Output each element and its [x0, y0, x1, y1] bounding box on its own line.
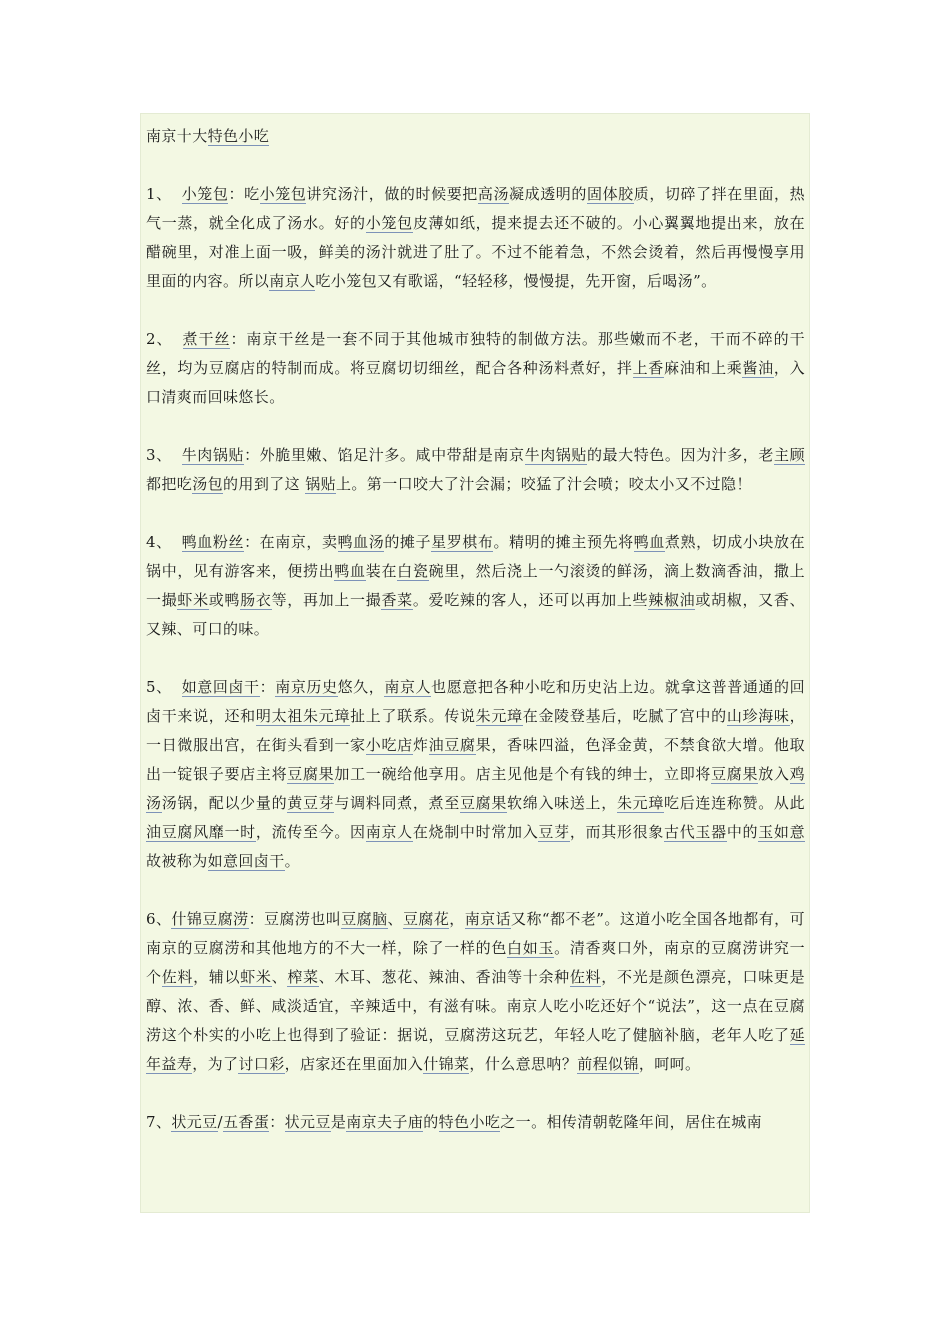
item-number: 7、: [146, 1113, 172, 1131]
keyword-link[interactable]: 牛肉锅贴: [181, 446, 245, 464]
body-text: ，什么意思呐？: [469, 1055, 578, 1073]
item-number: 2、: [146, 330, 173, 348]
body-text: 的用到了这: [223, 475, 306, 493]
item-number: 6、: [146, 910, 172, 928]
keyword-link[interactable]: 佐料: [569, 968, 602, 986]
document-page: [140, 113, 810, 1213]
keyword-link[interactable]: 状元豆: [171, 1113, 218, 1131]
keyword-link[interactable]: 鸭血: [334, 562, 366, 580]
keyword-link[interactable]: 朱元璋: [616, 794, 665, 812]
body-text: 又称“都不老”。这道小吃全国各地都有，可南京的豆腐涝和其他地方的不大一样，除了一样的色: [146, 910, 806, 957]
keyword-link[interactable]: 讨口彩: [238, 1055, 285, 1073]
keyword-link[interactable]: 鸭血粉丝: [181, 533, 245, 551]
snack-item: [146, 441, 805, 499]
keyword-link[interactable]: 虾米: [177, 591, 209, 609]
snack-item: [146, 1108, 805, 1137]
keyword-link[interactable]: 豆腐果: [711, 765, 759, 783]
title-link[interactable]: 特色小吃: [207, 127, 270, 145]
keyword-link[interactable]: 朱元璋: [475, 707, 523, 725]
snack-item: [146, 905, 805, 1079]
body-text: 、木耳、葱花、辣油、香油等十余种: [318, 968, 570, 986]
body-text: ，辅以: [193, 968, 241, 986]
keyword-link[interactable]: 豆腐脑: [341, 910, 388, 928]
keyword-link[interactable]: 黄豆芽: [287, 794, 335, 812]
keyword-link[interactable]: 固体胶: [586, 185, 634, 203]
keyword-link[interactable]: 南京话: [464, 910, 512, 928]
body-text: 凝成透明的: [509, 185, 587, 203]
body-text: 炸: [412, 736, 429, 754]
keyword-link[interactable]: 南京人: [384, 678, 432, 696]
body-text: 与调料同煮，煮至: [334, 794, 460, 812]
keyword-link[interactable]: 榨菜: [287, 968, 319, 986]
keyword-link[interactable]: 山珍海味: [726, 707, 790, 725]
body-text: 碗里，然后浇上一勺滚烫的鲜汤，滴上数滴香油，撒上一撮: [146, 562, 805, 609]
keyword-link[interactable]: 小笼包: [365, 214, 413, 232]
body-text: 或鸭: [208, 591, 241, 609]
snack-item: [146, 325, 805, 412]
item-number: 3、: [146, 446, 172, 464]
item-number: 4、: [146, 533, 172, 551]
body-text: 扯上了联系。传说: [350, 707, 476, 725]
body-text: 、: [387, 910, 403, 928]
body-text: 故被称为: [146, 852, 208, 870]
keyword-link[interactable]: 牛肉锅贴: [524, 446, 587, 464]
keyword-link[interactable]: 白瓷: [397, 562, 429, 580]
body-text: 之一。相传清朝乾隆年间，居住在城南: [500, 1113, 763, 1131]
keyword-link[interactable]: 酱油: [742, 359, 774, 377]
body-text: 汤锅，配以少量的: [161, 794, 288, 812]
body-text: 、: [271, 968, 288, 986]
keyword-link[interactable]: 如意回卤干: [207, 852, 285, 870]
body-text: 是: [330, 1113, 347, 1131]
body-text: 也愿意把各种小吃和历史沾上边。就拿这普普通通的回卤干来说，还和: [146, 678, 805, 725]
keyword-link[interactable]: 什锦菜: [423, 1055, 470, 1073]
body-text: 的摊子: [384, 533, 432, 551]
keyword-link[interactable]: 豆芽: [538, 823, 570, 841]
body-text: 吃小笼包又有歌谣，“轻轻移，慢慢提，先开窗，后喝汤”。: [315, 272, 717, 290]
keyword-link[interactable]: 什锦豆腐涝: [171, 910, 249, 928]
body-text: /: [217, 1113, 224, 1131]
body-text: ，不光是颜色漂亮，口味更是醇、浓、香、鲜、咸淡适宜，辛辣适中，有滋有味。南京人吃小吃还好个“说法”，这一点在豆腐涝这个朴实的小吃上也得到了验证：据说，豆腐涝这玩艺，年轻人吃了健脑补脑，老年人吃了: [146, 968, 806, 1044]
keyword-link[interactable]: 古代玉器: [664, 823, 727, 841]
keyword-link[interactable]: 辣椒油: [648, 591, 696, 609]
keyword-link[interactable]: 延年益寿: [146, 1026, 805, 1073]
keyword-link[interactable]: 特色小吃: [438, 1113, 501, 1131]
keyword-link[interactable]: 煮干丝: [182, 330, 231, 348]
body-text: ：吃: [228, 185, 260, 203]
body-text: 放入: [758, 765, 790, 783]
keyword-link[interactable]: 豆腐花: [402, 910, 450, 928]
body-text: 在金陵登基后，吃腻了宫中的: [522, 707, 727, 725]
keyword-link[interactable]: 高汤: [477, 185, 510, 203]
body-text: 皮薄如纸，提来提去还不破的。小心翼翼地提出来，放在醋碗里，对准上面一吸，鲜美的汤汁就进了肚了。不过不能着急，不然会烫着，然后再慢慢享用里面的内容。所以: [146, 214, 805, 290]
body-text: 都把吃: [146, 475, 193, 493]
body-text: ，流传至今。因: [255, 823, 366, 841]
item-number: 1、: [146, 185, 172, 203]
keyword-link[interactable]: 锅贴: [305, 475, 336, 493]
body-text: ，而其形很象: [569, 823, 665, 841]
body-text: ，为了: [192, 1055, 239, 1073]
body-text: 加工一碗给他享用。店主见他是个有钱的绅士，立即将: [334, 765, 712, 783]
body-text: 中的: [726, 823, 759, 841]
keyword-link[interactable]: 玉如意: [758, 823, 806, 841]
keyword-link[interactable]: 鸡汤: [146, 765, 805, 812]
body-text: ：豆腐涝也叫: [248, 910, 342, 928]
keyword-link[interactable]: 南京人: [365, 823, 413, 841]
keyword-link[interactable]: 虾米: [240, 968, 272, 986]
body-text: 上。第一口咬大了汁会漏；咬猛了汁会喷；咬太小又不过隐！: [336, 475, 752, 493]
keyword-link[interactable]: 小吃店: [365, 736, 413, 754]
document-title: [146, 122, 805, 151]
body-text: 吃后连连称赞。从此: [664, 794, 806, 812]
keyword-link[interactable]: 鸭血: [633, 533, 665, 551]
keyword-link[interactable]: 鸭血汤: [337, 533, 385, 551]
body-text: 软绵入味送上，: [507, 794, 617, 812]
body-text: ：外脆里嫩、馅足汁多。咸中带甜是南京: [244, 446, 525, 464]
keyword-link[interactable]: 豆腐果: [287, 765, 335, 783]
body-text: ：: [269, 1113, 285, 1131]
body-text: ：在南京，卖: [244, 533, 338, 551]
body-text: 等，再加上一撮: [271, 591, 382, 609]
snack-item: [146, 180, 805, 296]
body-text: 在烧制中时常加入: [412, 823, 539, 841]
keyword-link[interactable]: 星罗棋布: [431, 533, 494, 551]
keyword-link[interactable]: 状元豆: [284, 1113, 331, 1131]
keyword-link[interactable]: 上香: [632, 359, 664, 377]
keyword-link[interactable]: 南京历史: [275, 678, 338, 696]
title-text: 南京十大: [146, 127, 208, 145]
keyword-link[interactable]: 主顾: [773, 446, 805, 464]
keyword-link[interactable]: 汤包: [192, 475, 224, 493]
body-text: ，呵呵。: [638, 1055, 701, 1073]
snack-item: [146, 528, 805, 644]
keyword-link[interactable]: 朱元璋: [302, 707, 351, 725]
body-text: 质，切碎了拌在里面，热气一蒸，就全化成了汤水。好的: [146, 185, 806, 232]
keyword-link[interactable]: 油豆腐: [428, 736, 476, 754]
keyword-link[interactable]: 小笼包: [181, 185, 229, 203]
keyword-link[interactable]: 小笼包: [259, 185, 307, 203]
body-text: 果，香味四溢，色泽金黄，不禁食欲大增。他取出一锭银子要店主将: [146, 736, 805, 783]
keyword-link[interactable]: 油豆腐风靡一时: [146, 823, 256, 841]
keyword-link[interactable]: 南京人: [269, 272, 316, 290]
body-text: ，入口清爽而回味悠长。: [146, 359, 805, 406]
keyword-link[interactable]: 豆腐果: [459, 794, 508, 812]
body-text: 装在: [365, 562, 398, 580]
body-text: 讲究汤汁，做的时候要把: [306, 185, 478, 203]
body-text: 。清香爽口外，南京的豆腐涝讲究一个: [146, 939, 806, 986]
body-text: 悠久，: [337, 678, 385, 696]
body-text: 。爱吃辣的客人，还可以再加上些: [412, 591, 649, 609]
body-text: 麻油和上乘: [664, 359, 743, 377]
keyword-link[interactable]: 明太祖: [255, 707, 303, 725]
body-text: ：: [259, 678, 276, 696]
document-content: [141, 114, 809, 1137]
body-text: ：南京干丝是一套不同于其他城市独特的制做方法。那些嫩而不老，干而不碎的干丝，均为豆腐店的特制而成。将豆腐切切细丝，配合各种汤料煮好，拌: [146, 330, 806, 377]
snack-item: [146, 673, 805, 876]
keyword-link[interactable]: 佐料: [161, 968, 194, 986]
body-text: 煮熟，切成小块放在锅中，见有游客来，便捞出: [146, 533, 805, 580]
keyword-link[interactable]: 白如玉: [507, 939, 555, 957]
keyword-link[interactable]: 前程似锦: [577, 1055, 639, 1073]
body-text: 。: [284, 852, 301, 870]
item-number: 5、: [146, 678, 172, 696]
keyword-link[interactable]: 五香蛋: [223, 1113, 270, 1131]
keyword-link[interactable]: 南京夫子庙: [346, 1113, 424, 1131]
keyword-link[interactable]: 肠衣: [240, 591, 272, 609]
body-text: 的最大特色。因为汁多，老: [586, 446, 774, 464]
body-text: 或胡椒，又香、又辣、可口的味。: [146, 591, 805, 638]
snack-list: [146, 180, 805, 1137]
body-text: 。精明的摊主预先将: [493, 533, 634, 551]
keyword-link[interactable]: 香菜: [381, 591, 413, 609]
body-text: ，店家还在里面加入: [284, 1055, 424, 1073]
body-text: ，: [449, 910, 465, 928]
body-text: 的: [423, 1113, 439, 1131]
keyword-link[interactable]: 如意回卤干: [181, 678, 260, 696]
body-text: ，一日微服出宫，在街头看到一家: [146, 707, 806, 754]
